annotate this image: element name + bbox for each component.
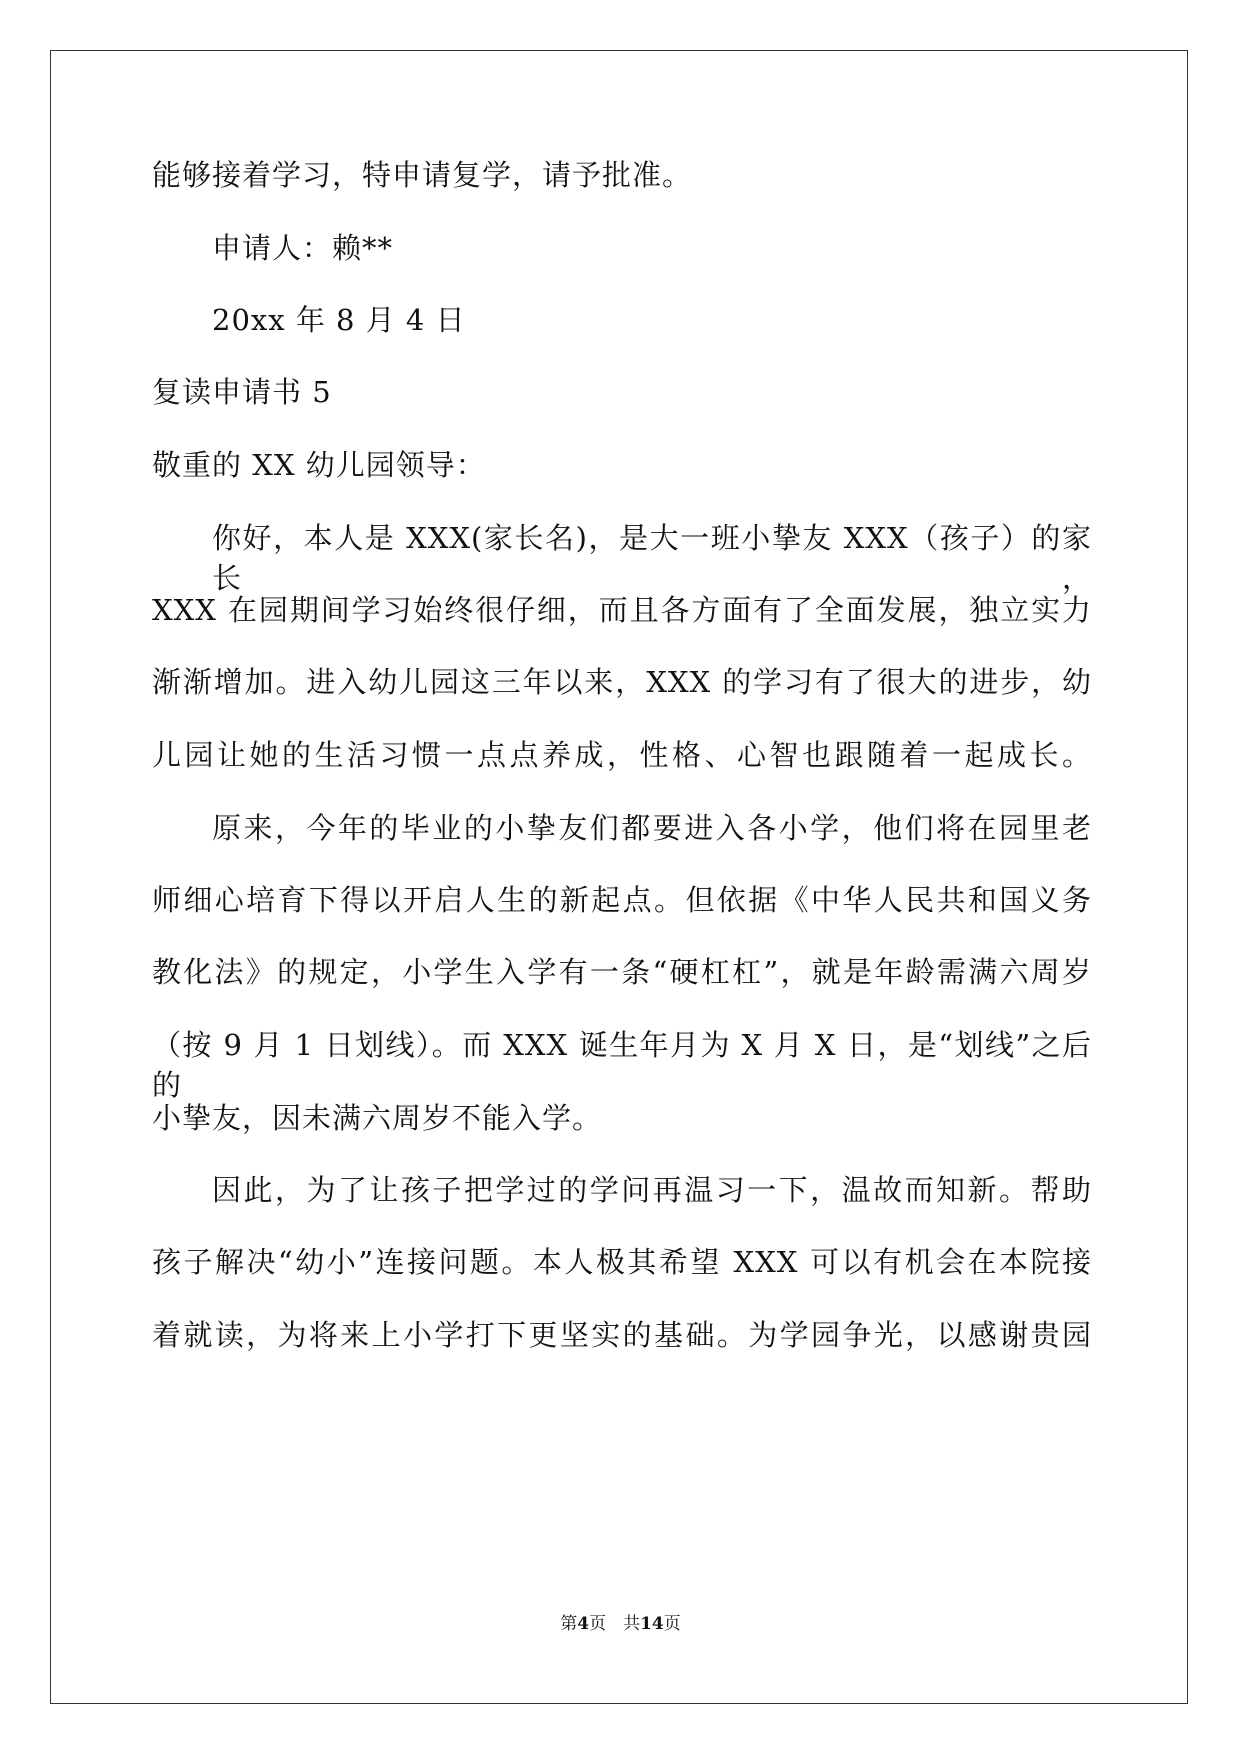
text-line: 师细心培育下得以开启人生的新起点。但依据《中华人民共和国义务: [152, 883, 1092, 917]
footer-page-total: 14: [640, 1614, 664, 1634]
text-line: 原来，今年的毕业的小挚友们都要进入各小学，他们将在园里老: [212, 811, 1092, 845]
text-line: 能够接着学习，特申请复学，请予批准。: [152, 158, 693, 192]
text-line: 孩子解决“幼小”连接问题。本人极其希望 XXX 可以有机会在本院接: [152, 1245, 1092, 1279]
text-line: 教化法》的规定，小学生入学有一条“硬杠杠”，就是年龄需满六周岁: [152, 955, 1092, 989]
applicant-signature: 申请人：赖**: [212, 231, 394, 265]
application-date: 20xx 年 8 月 4 日: [212, 303, 466, 337]
text-line: 着就读，为将来上小学打下更坚实的基础。为学园争光，以感谢贵园: [152, 1318, 1092, 1352]
footer-page-suffix: 页: [663, 1614, 681, 1634]
text-line: 儿园让她的生活习惯一点点养成，性格、心智也跟随着一起成长。: [152, 738, 1092, 772]
text-line: 你好，本人是 XXX(家长名)，是大一班小挚友 XXX（孩子）的家长，: [212, 521, 1092, 595]
section-heading: 复读申请书 5: [152, 375, 332, 409]
page-footer: [0, 1612, 1241, 1636]
text-line: （按 9 月 1 日划线）。而 XXX 诞生年月为 X 月 X 日，是“划线”之后的: [152, 1028, 1092, 1102]
text-line: 小挚友，因未满六周岁不能入学。: [152, 1101, 603, 1135]
text-line: XXX 在园期间学习始终很仔细，而且各方面有了全面发展，独立实力: [152, 593, 1092, 627]
footer-page-mid: 页 共: [589, 1614, 641, 1634]
text-line: 渐渐增加。进入幼儿园这三年以来，XXX 的学习有了很大的进步，幼: [152, 665, 1092, 699]
page-border: [50, 50, 1188, 1704]
footer-page-prefix: 第: [560, 1614, 578, 1634]
footer-page-current: 4: [577, 1614, 590, 1634]
text-line: 因此，为了让孩子把学过的学问再温习一下，温故而知新。帮助: [212, 1173, 1092, 1207]
salutation: 敬重的 XX 幼儿园领导：: [152, 448, 486, 482]
